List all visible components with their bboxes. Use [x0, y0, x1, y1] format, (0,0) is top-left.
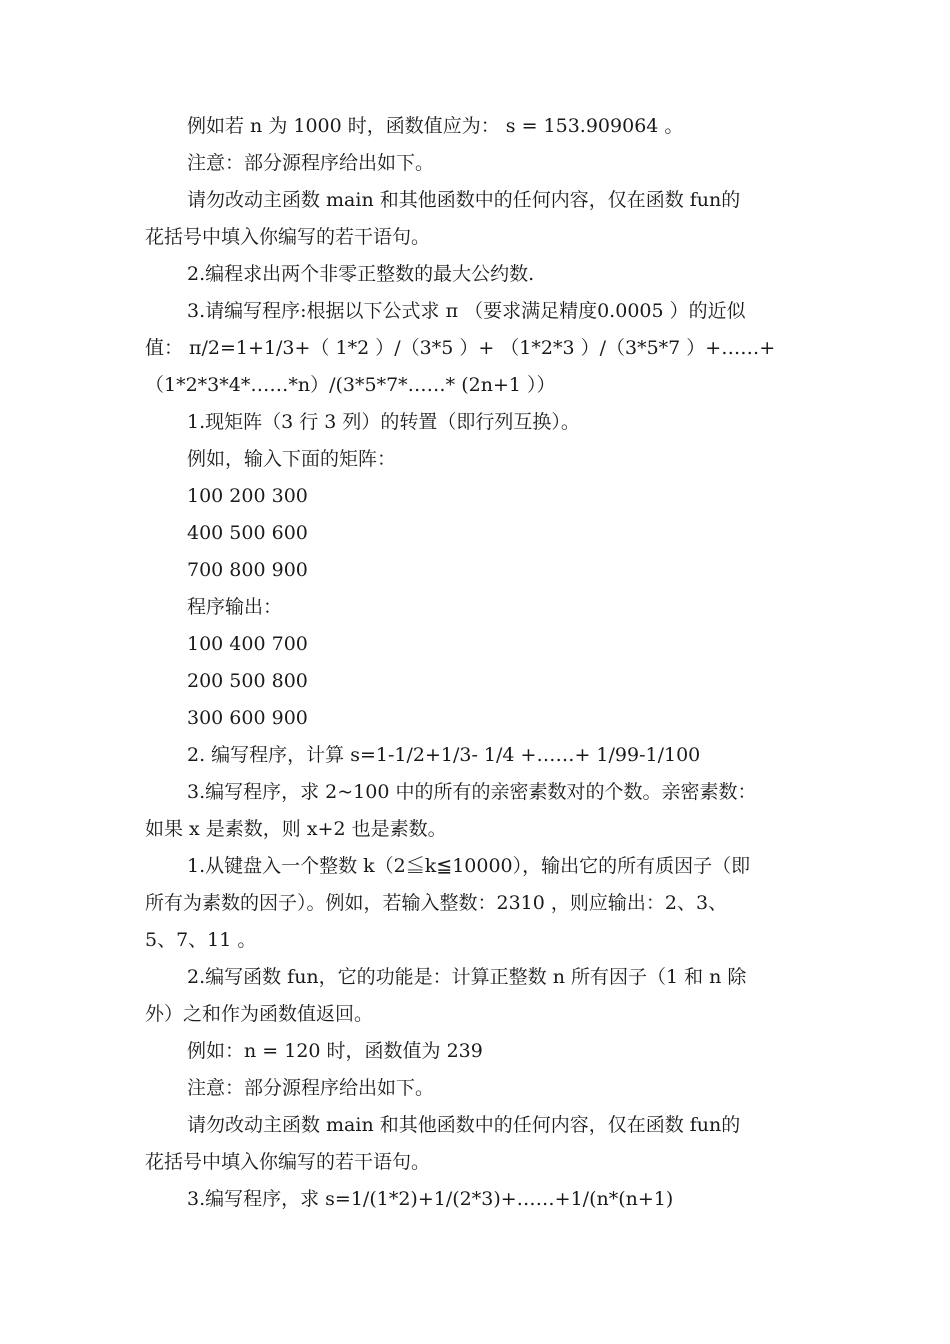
paragraph-line: 3.编写程序，求 s=1/(1*2)+1/(2*3)+……+1/(n*(n+1)	[187, 1188, 674, 1210]
paragraph-line: 所有为素数的因子）。例如，若输入整数：2310 ，则应输出：2、3、	[145, 892, 728, 914]
document-body	[145, 108, 815, 1218]
paragraph-line: 例如：n = 120 时，函数值为 239	[187, 1040, 483, 1062]
paragraph-line: （1*2*3*4*……*n）/(3*5*7*……* (2n+1 ））	[145, 374, 556, 396]
matrix-row: 100 200 300	[187, 485, 308, 507]
paragraph-line: 注意：部分源程序给出如下。	[187, 1077, 435, 1099]
paragraph-line: 2. 编写程序，计算 s=1-1/2+1/3- 1/4 +……+ 1/99-1/100	[187, 744, 701, 766]
paragraph-line: 程序输出：	[187, 596, 283, 618]
paragraph-line: 外）之和作为函数值返回。	[145, 1003, 374, 1025]
paragraph-line: 如果 x 是素数，则 x+2 也是素数。	[145, 818, 447, 840]
matrix-row: 400 500 600	[187, 522, 308, 544]
paragraph-line: 例如，输入下面的矩阵：	[187, 448, 397, 470]
paragraph-line: 1.从键盘入一个整数 k（2≦k≦10000），输出它的所有质因子（即	[187, 855, 751, 877]
matrix-row: 700 800 900	[187, 559, 308, 581]
paragraph-line: 花括号中填入你编写的若干语句。	[145, 226, 431, 248]
matrix-row: 300 600 900	[187, 707, 308, 729]
matrix-row: 100 400 700	[187, 633, 308, 655]
matrix-row: 200 500 800	[187, 670, 308, 692]
paragraph-line: 2.编写函数 fun，它的功能是：计算正整数 n 所有因子（1 和 n 除	[187, 966, 747, 988]
paragraph-line: 3.请编写程序:根据以下公式求 π （要求满足精度0.0005 ）的近似	[187, 300, 746, 322]
paragraph-line: 5、7、11 。	[145, 929, 257, 951]
paragraph-line: 2.编程求出两个非零正整数的最大公约数.	[187, 263, 535, 285]
paragraph-line: 请勿改动主函数 main 和其他函数中的任何内容，仅在函数 fun的	[187, 1114, 741, 1136]
paragraph-line: 1.现矩阵（3 行 3 列）的转置（即行列互换）。	[187, 411, 580, 433]
paragraph-line: 例如若 n 为 1000 时，函数值应为： s = 153.909064 。	[187, 115, 684, 137]
paragraph-line: 注意：部分源程序给出如下。	[187, 152, 435, 174]
paragraph-line: 请勿改动主函数 main 和其他函数中的任何内容，仅在函数 fun的	[187, 189, 741, 211]
paragraph-line: 花括号中填入你编写的若干语句。	[145, 1151, 431, 1173]
paragraph-line: 值： π/2=1+1/3+（ 1*2 ）/（3*5 ）+ （1*2*3 ）/（3*5*7 ）+……+	[145, 337, 776, 359]
paragraph-line: 3.编写程序，求 2~100 中的所有的亲密素数对的个数。亲密素数：	[187, 781, 757, 803]
